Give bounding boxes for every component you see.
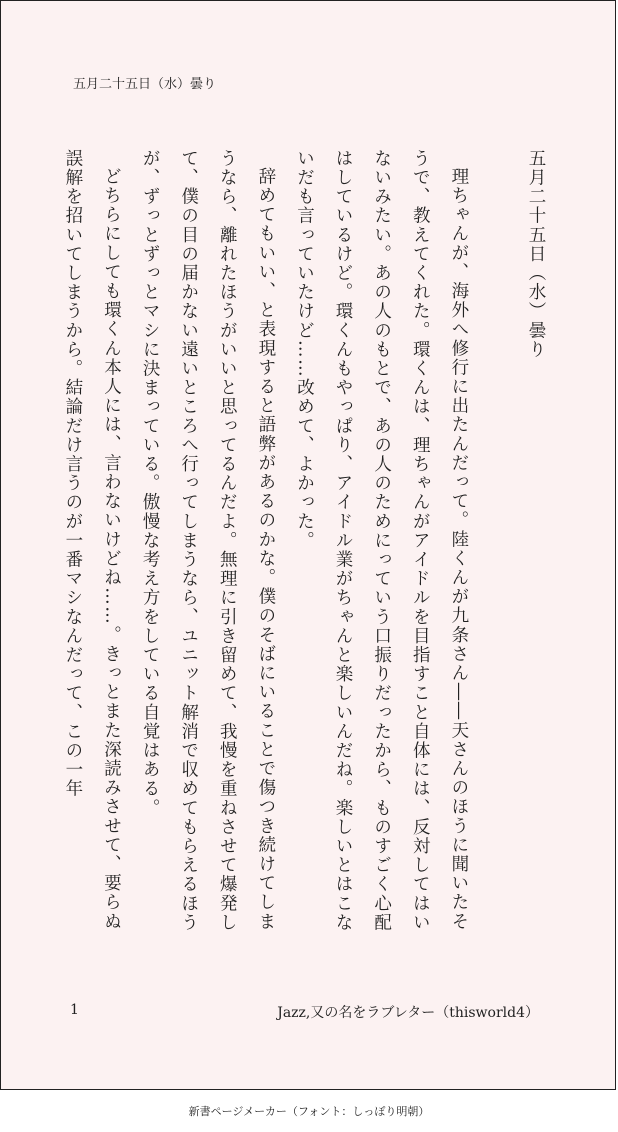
paragraph: 理ちゃんが、海外へ修行に出たんだって。陸くんが九条さん――天さんのほうに聞いたそうで、教えてくれた。環くんは、理ちゃんがアイドルを目指すこと自体には、反対してはいないみたい。あの人のもとで、あの人のためにっていう口振りだったから、ものすごく心配はしているけど。環くんもやっぱり、アイドル業がちゃんと楽しいんだね。楽しいとはこないだも言っていたけど……改めて、よかった。 — [294, 149, 469, 933]
footer-title: Jazz,又の名をラブレター（thisworld4） — [277, 1005, 539, 1021]
entry-heading: 五月二十五日（水）曇り — [526, 149, 546, 360]
generator-caption: 新書ページメーカー（フォント：しっぽり明朝） — [188, 1105, 430, 1118]
page-number: 1 — [70, 1002, 79, 1018]
paragraph: どちらにしても環くん本人には、言わないけどね……。きっとまた深読みさせて、要らぬ誤解を招いてしまうから。結論だけ言うのが一番マシなんだって、この一年 — [62, 149, 122, 931]
running-head: 五月二十五日（水）曇り — [73, 77, 217, 92]
vertical-body-text — [62, 149, 555, 949]
paragraph: 辞めてもいい、と表現すると語弊があるのかな。僕のそばにいることで傷つき続けてしまうなら、離れたほうがいいと思ってるんだよ。無理に引き留めて、我慢を重ねさせて爆発して、僕の目の届かない遠いところへ行ってしまうなら、ユニット解消で収めてもらえるほうが、ずっとずっとマシに決まっている。傲慢な考え方をしている自覚はある。 — [140, 149, 276, 933]
